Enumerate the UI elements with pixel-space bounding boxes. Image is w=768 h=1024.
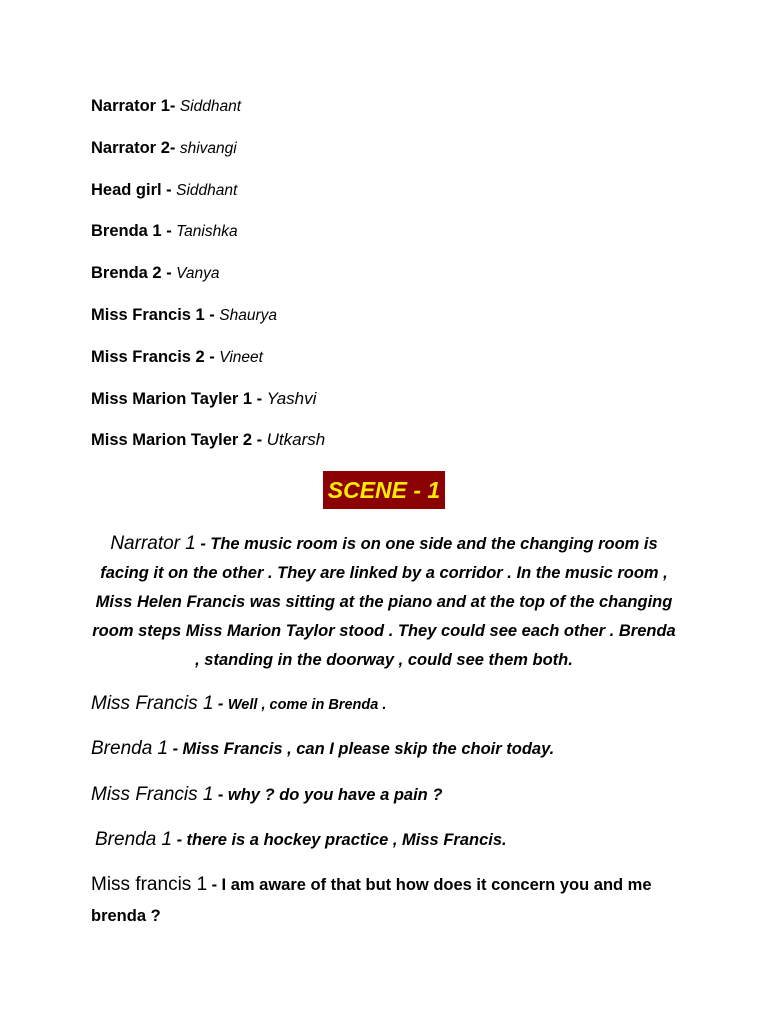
cast-role: Brenda 2 -	[91, 264, 172, 283]
cast-role: Narrator 2-	[91, 138, 176, 157]
cast-entry	[91, 261, 691, 303]
speaker-name: Brenda 1	[91, 738, 169, 759]
cast-actor: Siddhant	[179, 98, 242, 115]
speech-text: The music room is on one side and the changing room is facing it on the other . They are linked by a corridor . In the music room , Miss Helen Francis was sitting at the piano and at the top of the changing room steps Miss Marion Taylor stood . They could see each other . Brenda , standing in the doorway , could see them both.	[92, 535, 676, 669]
cast-actor: Tanishka	[176, 223, 238, 241]
cast-actor: Vanya	[176, 265, 220, 283]
dialogue-line	[91, 734, 691, 765]
cast-actor: Siddhant	[176, 181, 238, 199]
cast-role: Head girl -	[91, 180, 172, 199]
speech-text: I am aware of that but how does it concern you and me brenda ?	[91, 876, 652, 925]
cast-list	[91, 94, 691, 470]
cast-role: Narrator 1-	[91, 97, 176, 115]
cast-actor: Vineet	[219, 348, 263, 366]
cast-entry	[91, 387, 691, 429]
speech-text: there is a hockey practice , Miss Francis.	[186, 831, 507, 849]
speech-text: why ? do you have a pain ?	[227, 786, 443, 804]
speaker-dash: -	[172, 740, 179, 758]
dialogue-line	[91, 780, 691, 811]
speaker-name: Brenda 1	[95, 829, 173, 850]
scene-heading-row	[0, 471, 768, 509]
dialogue-line	[91, 870, 681, 932]
speaker-name: Miss francis 1	[91, 874, 208, 895]
speaker-dash: -	[217, 695, 224, 713]
scene-heading: SCENE - 1	[323, 471, 445, 509]
dialogue-line	[91, 689, 691, 720]
cast-entry	[91, 345, 691, 387]
cast-role: Miss Marion Tayler 1 -	[91, 389, 263, 408]
speaker-dash: -	[217, 786, 224, 804]
cast-role: Brenda 1 -	[91, 222, 172, 241]
speaker-dash: -	[200, 535, 206, 553]
speech-text: Miss Francis , can I please skip the choir today.	[182, 740, 555, 758]
cast-entry	[91, 428, 691, 470]
speech-text: Well , come in Brenda .	[227, 697, 387, 713]
cast-entry	[91, 303, 691, 345]
cast-entry	[91, 178, 691, 220]
cast-entry	[91, 219, 691, 261]
speaker-name: Narrator 1	[110, 533, 196, 554]
speaker-dash: -	[176, 831, 183, 849]
cast-role: Miss Francis 2 -	[91, 347, 215, 366]
cast-role: Miss Marion Tayler 2 -	[91, 431, 263, 450]
cast-actor: Utkarsh	[266, 430, 326, 450]
speaker-name: Miss Francis 1	[91, 693, 214, 714]
narration-block	[90, 529, 678, 675]
cast-actor: Shaurya	[219, 306, 277, 324]
dialogue-line	[95, 825, 695, 856]
cast-actor: shivangi	[179, 139, 237, 157]
speaker-dash: -	[211, 876, 218, 894]
speaker-name: Miss Francis 1	[91, 784, 214, 805]
cast-entry	[91, 136, 691, 178]
cast-role: Miss Francis 1 -	[91, 305, 215, 324]
cast-actor: Yashvi	[266, 388, 317, 408]
cast-entry	[91, 94, 691, 136]
